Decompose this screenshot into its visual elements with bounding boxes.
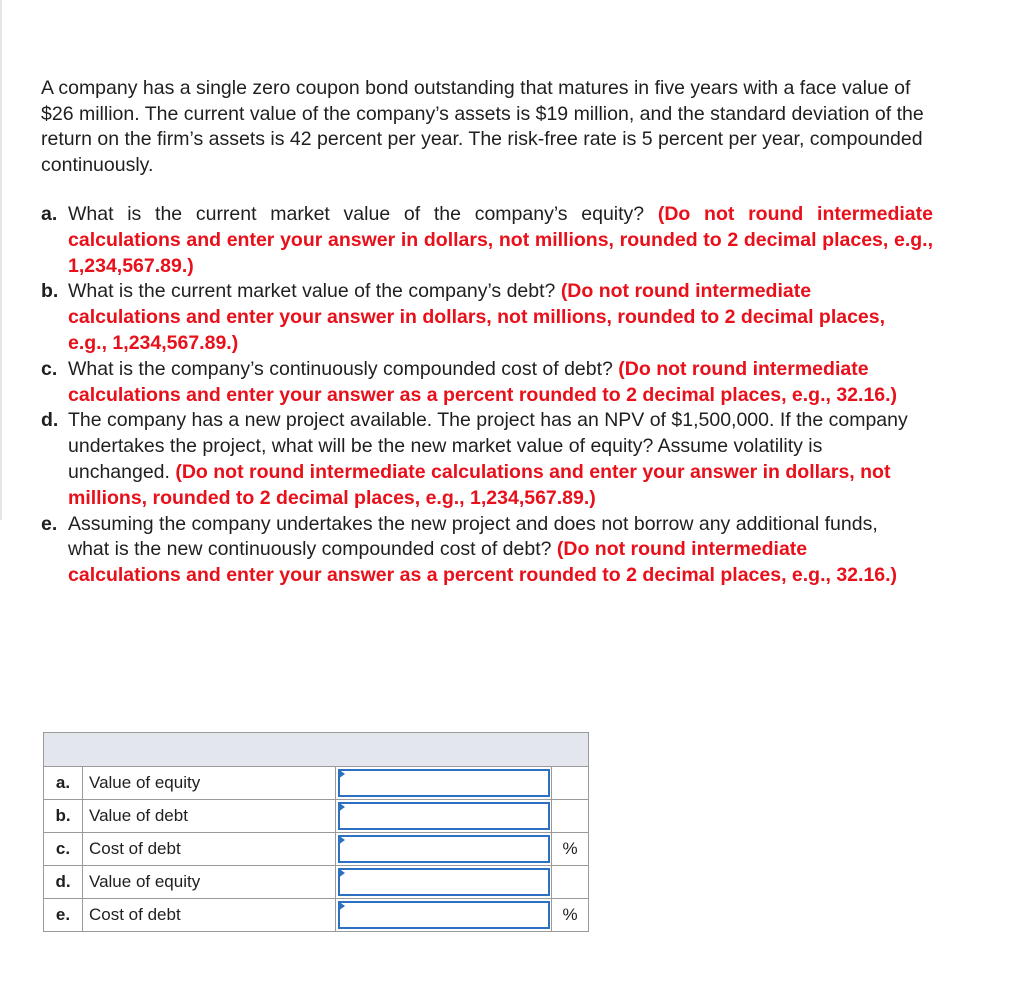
question-text: What is the current market value of the company’s debt?	[68, 280, 561, 303]
row-unit	[552, 800, 589, 833]
page-left-rule	[0, 0, 2, 520]
question-text: Assuming the company undertakes the new project and does not borrow any additional funds, what is the new continuously compounded cost of debt?	[68, 512, 878, 561]
question-a	[41, 202, 933, 279]
question-letter: c.	[41, 357, 58, 380]
input-flag-icon	[338, 769, 345, 779]
question-letter: b.	[41, 280, 59, 303]
row-letter: c.	[44, 833, 83, 866]
question-c	[41, 357, 933, 409]
answer-row-d	[44, 866, 589, 899]
answer-table-header	[44, 733, 589, 767]
answer-table	[43, 732, 589, 932]
input-flag-icon	[338, 835, 345, 845]
answer-input-cell	[336, 899, 552, 932]
row-label: Value of debt	[83, 800, 336, 833]
row-label: Value of equity	[83, 767, 336, 800]
question-text: The company has a new project available. The project has an NPV of $1,500,000. If the company undertakes the project, what will be the new market value of equity? Assume volatility is unchanged.	[68, 409, 908, 483]
question-instruction: (Do not round intermediate calculations and enter your answer as a percent rounded to 2 decimal places, e.g., 32.16.)	[68, 357, 898, 406]
answer-input-cell	[336, 767, 552, 800]
question-instruction: (Do not round intermediate calculations and enter your answer as a percent rounded to 2 decimal places, e.g., 32.16.)	[68, 538, 898, 587]
problem-statement: A company has a single zero coupon bond outstanding that matures in five years with a face value of $26 million. The current value of the company’s assets is $19 million, and the standard deviation of the return on the firm’s assets is 42 percent per year. The risk-free rate is 5 percent per year, compounded continuously.	[41, 77, 924, 176]
row-unit: %	[552, 899, 589, 932]
answer-row-e	[44, 899, 589, 932]
question-letter: d.	[41, 409, 59, 432]
answer-input-b[interactable]	[338, 802, 550, 830]
row-unit	[552, 767, 589, 800]
row-letter: e.	[44, 899, 83, 932]
answer-input-a[interactable]	[338, 769, 550, 797]
question-letter: e.	[41, 512, 58, 535]
answer-row-c	[44, 833, 589, 866]
row-unit	[552, 866, 589, 899]
answer-input-d[interactable]	[338, 868, 550, 896]
input-flag-icon	[338, 802, 345, 812]
answer-row-b	[44, 800, 589, 833]
answer-input-e[interactable]	[338, 901, 550, 929]
row-label: Cost of debt	[83, 833, 336, 866]
answer-table-header-cell	[44, 733, 589, 767]
question-instruction: (Do not round intermediate calculations and enter your answer in dollars, not millions, rounded to 2 decimal places, e.g., 1,234,567.89.)	[68, 460, 891, 509]
question-d	[41, 408, 933, 511]
question-content	[41, 76, 933, 589]
input-flag-icon	[338, 901, 345, 911]
row-letter: d.	[44, 866, 83, 899]
question-list	[41, 202, 933, 589]
answer-row-a	[44, 767, 589, 800]
answer-input-c[interactable]	[338, 835, 550, 863]
row-letter: b.	[44, 800, 83, 833]
answer-input-cell	[336, 800, 552, 833]
row-unit: %	[552, 833, 589, 866]
question-text: What is the current market value of the company’s equity?	[68, 203, 658, 225]
question-text: What is the company’s continuously compounded cost of debt?	[68, 357, 619, 380]
answer-input-cell	[336, 833, 552, 866]
row-label: Cost of debt	[83, 899, 336, 932]
row-label: Value of equity	[83, 866, 336, 899]
question-instruction: (Do not round intermediate calculations and enter your answer in dollars, not millions, rounded to 2 decimal places, e.g., 1,234,567.89.)	[68, 203, 933, 277]
question-b	[41, 279, 933, 356]
answer-input-cell	[336, 866, 552, 899]
question-instruction: (Do not round intermediate calculations and enter your answer in dollars, not millions, rounded to 2 decimal places, e.g., 1,234,567.89.)	[68, 280, 886, 354]
input-flag-icon	[338, 868, 345, 878]
row-letter: a.	[44, 767, 83, 800]
question-e	[41, 512, 933, 589]
question-letter: a.	[41, 203, 58, 225]
